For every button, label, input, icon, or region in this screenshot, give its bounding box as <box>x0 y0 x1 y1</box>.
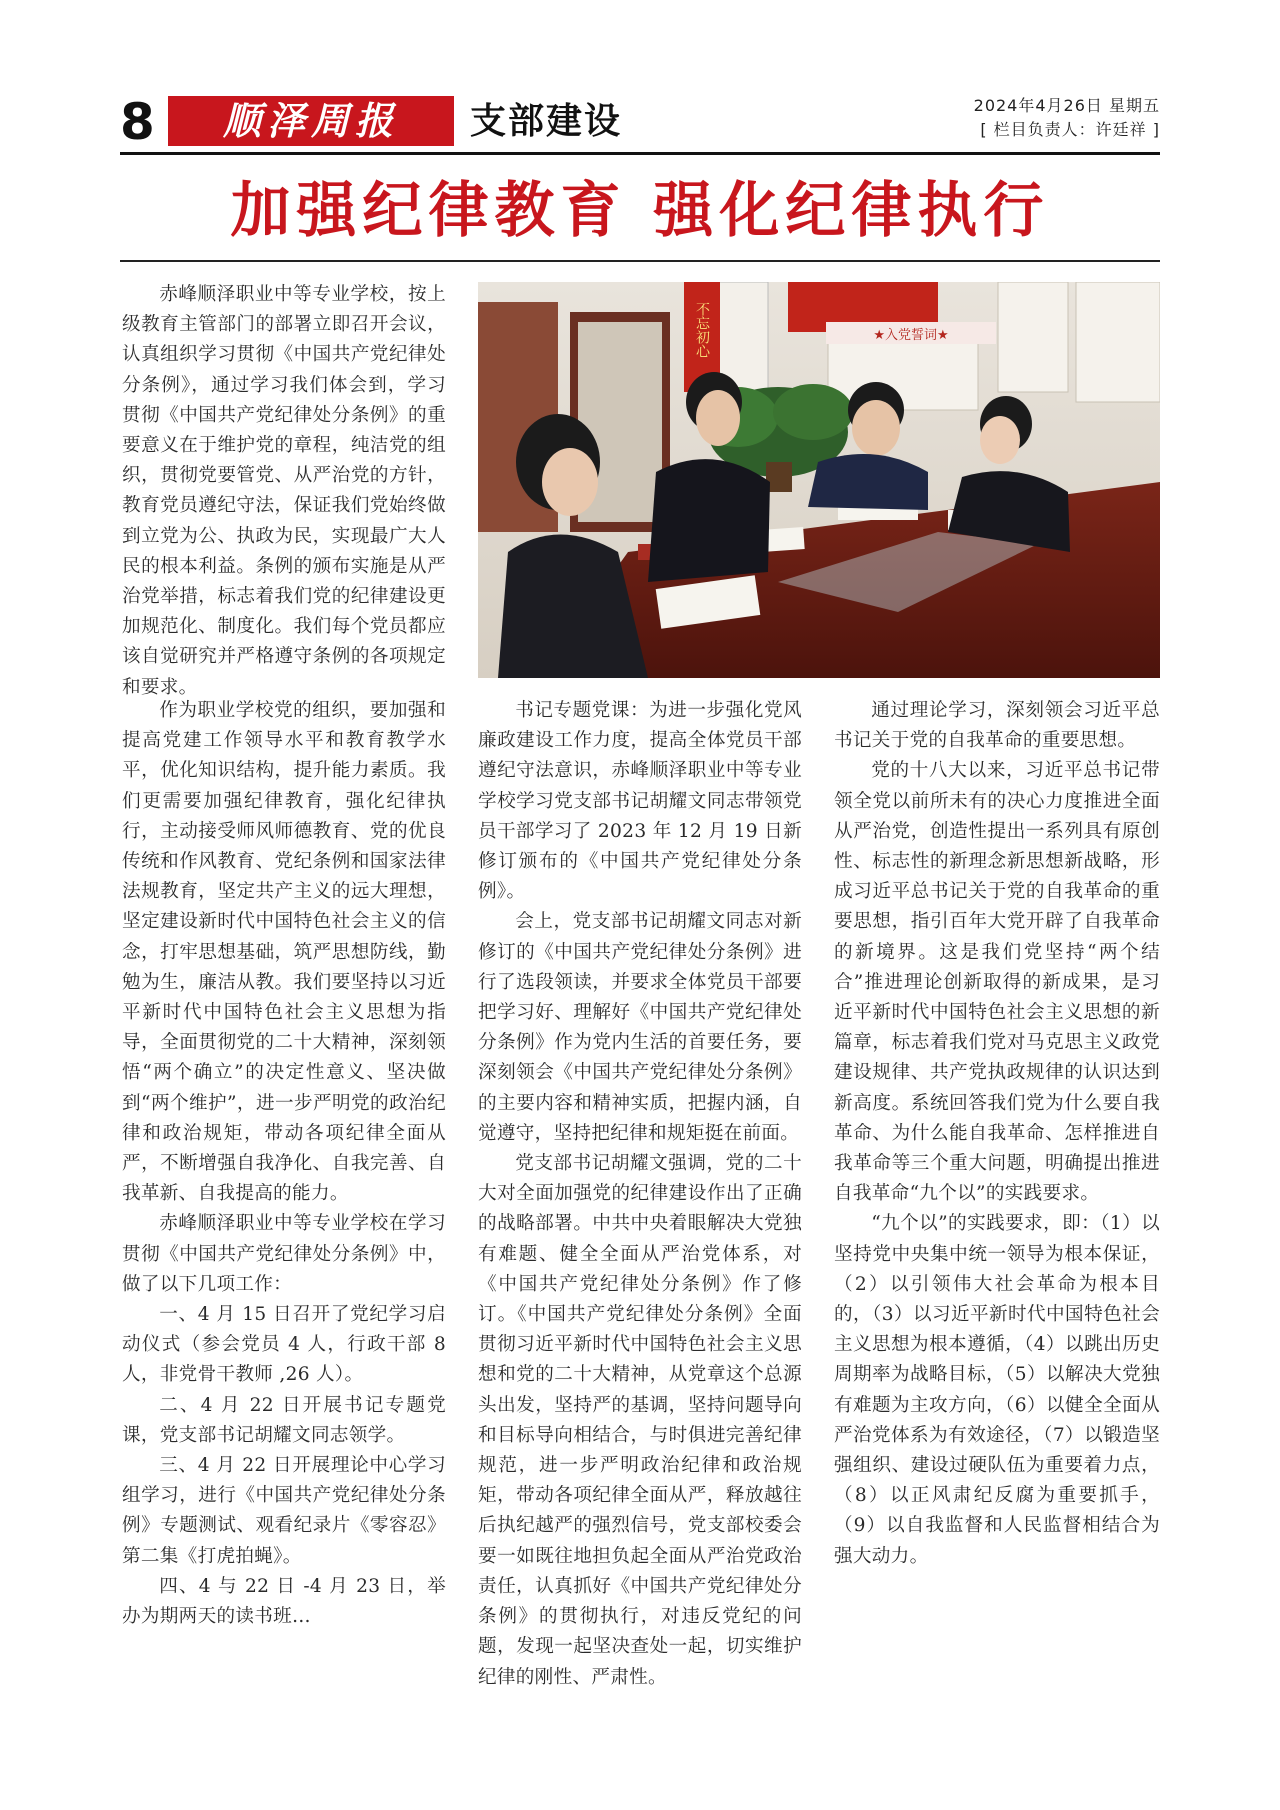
headline: 加强纪律教育 强化纪律执行 <box>230 176 1050 246</box>
paragraph-7: 四、4 与 22 日 -4 月 23 日，举办为期两天的读书班… <box>122 1575 446 1628</box>
party-oath-board <box>826 322 996 344</box>
paragraph-12: 党的十八大以来，习近平总书记带领全党以前所未有的决心力度推进全面从严治党，创造性提出一系列具有原创性、标志性的新理念新思想新战略，形成习近平总书记关于党的自我革命的重要思想，指引百年大党开辟了自我革命的新境界。这是我们党坚持“两个结合”推进理论创新取得的新成果，是习近平新时代中国特色社会主义思想的新篇章，标志着我们党对马克思主义政党建设规律、共产党执政规律的认识达到新高度。系统回答我们党为什么要自我革命、为什么能自我革命、怎样推进自我革命等三个重大问题，明确提出推进自我革命“九个以”的实践要求。 <box>834 760 1160 1205</box>
paragraph-2: 作为职业学校党的组织，要加强和提高党建工作领导水平和教育教学水平，优化知识结构，提升能力素质。我们更需要加强纪律教育，强化纪律执行，主动接受师风师德教育、党的优良传统和作风教育、党纪条例和国家法律法规教育，坚定共产主义的远大理想，坚定建设新时代中国特色社会主义的信念，打牢思想基础，筑严思想防线，勤勉为生，廉洁从教。我们要坚持以习近平新时代中国特色社会主义思想为指导，全面贯彻党的二十大精神，深刻领悟“两个确立”的决定性意义、坚决做到“两个维护”，进一步严明党的政治纪律和政治规矩，带动各项纪律全面从严，不断增强自我净化、自我完善、自我革新、自我提高的能力。 <box>122 700 446 1205</box>
article-column-1-top <box>122 280 446 703</box>
oath-board-title: ★入党誓词★ <box>873 328 949 343</box>
paragraph-10: 党支部书记胡耀文强调，党的二十大对全面加强党的纪律建设作出了正确的战略部署。中共中央着眼解决大党独有难题、健全全面从严治党体系，对《中国共产党纪律处分条例》作了修订。《中国共产党纪律处分条例》全面贯彻习近平新时代中国特色社会主义思想和党的二十大精神，从党章这个总源头出发，坚持严的基调，坚持问题导向和目标导向相结合，与时俱进完善纪律规范，进一步严明政治纪律和政治规矩，带动各项纪律全面从严，释放越往后执纪越严的强烈信号，党支部校委会要一如既往地担负起全面从严治党政治责任，认真抓好《中国共产党纪律处分条例》的贯彻执行，对违反党纪的问题，发现一起坚决查处一起，切实维护纪律的刚性、严肃性。 <box>478 1153 802 1688</box>
paragraph-9: 会上，党支部书记胡耀文同志对新修订的《中国共产党纪律处分条例》进行了选段领读，并要求全体党员干部要把学习好、理解好《中国共产党纪律处分条例》作为党内生活的首要任务，要深刻领会《中国共产党纪律处分条例》的主要内容和精神实质，把握内涵，自觉遵守，坚持把纪律和规矩挺在前面。 <box>478 911 802 1144</box>
section-title: 支部建设 <box>470 101 623 142</box>
paragraph-6: 三、4 月 22 日开展理论中心学习组学习，进行《中国共产党纪律处分条例》专题测试、观看纪录片《零容忍》第二集《打虎拍蝇》。 <box>122 1455 446 1567</box>
masthead <box>120 94 1160 150</box>
headline-rule <box>120 260 1160 262</box>
column-editor: [ 栏目负责人：许廷祥 ] <box>980 120 1160 139</box>
meeting-photo <box>478 282 1160 678</box>
paragraph-13: “九个以”的实践要求，即：（1）以坚持党中央集中统一领导为根本保证，（2）以引领伟大社会革命为根本目的，（3）以习近平新时代中国特色社会主义思想为根本遵循，（4）以跳出历史周期率为战略目标，（5）以解决大党独有难题为主攻方向，（6）以健全全面从严治党体系为有效途径，（7）以锻造坚强组织、建设过硬队伍为重要着力点，（8）以正风肃纪反腐为重要抓手，（9）以自我监督和人民监督相结合为强大动力。 <box>834 1213 1160 1567</box>
paragraph-3: 赤峰顺泽职业中等专业学校在学习贯彻《中国共产党纪律处分条例》中，做了以下几项工作： <box>122 1213 446 1295</box>
banner-text: 不忘初心 <box>694 302 710 358</box>
dateline <box>974 94 1160 142</box>
masthead-rule <box>120 152 1160 155</box>
paragraph-4: 一、4 月 15 日召开了党纪学习启动仪式（参会党员 4 人，行政干部 8 人，非党骨干教师 ,26 人）。 <box>122 1304 446 1386</box>
paragraph-11: 通过理论学习，深刻领会习近平总书记关于党的自我革命的重要思想。 <box>834 700 1160 752</box>
paragraph-1: 赤峰顺泽职业中等专业学校，按上级教育主管部门的部署立即召开会议，认真组织学习贯彻《中国共产党纪律处分条例》，通过学习我们体会到，学习贯彻《中国共产党纪律处分条例》的重要意义在于维护党的章程，纯洁党的组织，贯彻党要管党、从严治党的方针，教育党员遵纪守法，保证我们党始终做到立党为公、执政为民，实现最广大人民的根本利益。条例的颁布实施是从严治党举措，标志着我们党的纪律建设更加规范化、制度化。我们每个党员都应该自觉研究并严格遵守条例的各项规定和要求。 <box>122 284 446 698</box>
issue-date: 2024年4月26日 星期五 <box>973 96 1160 115</box>
page-number: 8 <box>120 93 155 151</box>
paragraph-8: 书记专题党课：为进一步强化党风廉政建设工作力度，提高全体党员干部遵纪守法意识，赤峰顺泽职业中等专业学校学习党支部书记胡耀文同志带领党员干部学习了 2023 年 12 月 19 日新修订颁布的《中国共产党纪律处分条例》。 <box>478 700 802 903</box>
paper-logo: 顺泽周报 <box>168 96 454 146</box>
article-column-3 <box>834 696 1160 1572</box>
article-column-1-bottom <box>122 696 446 1632</box>
paragraph-5: 二、4 月 22 日开展书记专题党课，党支部书记胡耀文同志领学。 <box>122 1394 446 1446</box>
article-column-2 <box>478 696 802 1693</box>
